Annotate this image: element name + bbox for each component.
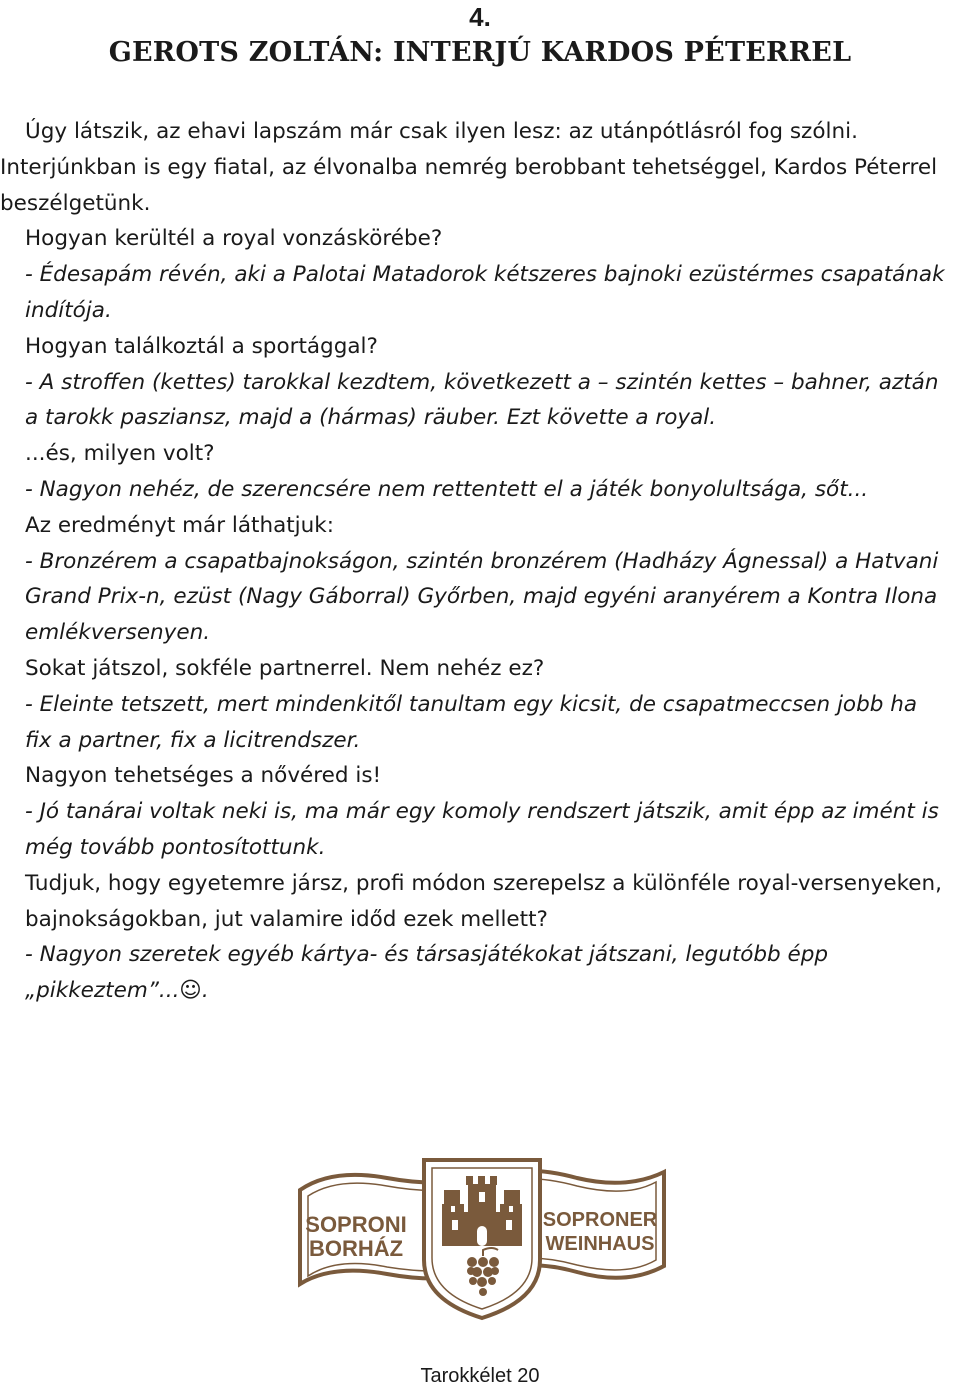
- answer-1: - Édesapám révén, aki a Palotai Matadorok kétszeres bajnoki ezüstérmes csapatának indítója.: [25, 262, 945, 323]
- answer-3: - Nagyon nehéz, de szerencsére nem rettentett el a játék bonyolultsága, sőt...: [25, 476, 869, 502]
- question-3: ...és, milyen volt?: [25, 441, 215, 467]
- footer-page-label: Tarokkélet 20: [420, 1365, 540, 1387]
- answer-4: - Bronzérem a csapatbajnokságon, szintén bronzérem (Hadházy Ágnessal) a Hatvani Grand Prix-n, ezüst (Nagy Gáborral) Győrben, majd egyéni aranyérem a Kontra Ilona emlékversenyen.: [25, 548, 939, 646]
- question-5: Sokat játszol, sokféle partnerrel. Nem nehéz ez?: [25, 655, 545, 681]
- answer-5: - Eleinte tetszett, mert mindenkitől tanultam egy kicsit, de csapatmeccsen jobb ha fix a partner, fix a licitrendszer.: [25, 691, 918, 753]
- page-number: 4.: [469, 2, 491, 32]
- question-6: Nagyon tehetséges a nővéred is!: [25, 763, 382, 789]
- logo-text-weinhaus: WEINHAUS: [545, 1233, 655, 1255]
- answer-2: - A stroffen (kettes) tarokkal kezdtem, következett a – szintén kettes – bahner, aztán a tarokk pasziansz, majd a (hármas) räuber. Ezt követte a royal.: [25, 369, 939, 431]
- question-2: Hogyan találkoztál a sportággal?: [25, 333, 378, 359]
- intro-paragraph: Úgy látszik, az ehavi lapszám már csak ilyen lesz: az utánpótlásról fog szólni. Interjúnkban is egy fiatal, az élvonalba nemrég berobbant tehetséggel, Kardos Péterrel beszélgetünk.: [0, 119, 938, 216]
- logo-text-soproner: SOPRONER: [542, 1209, 658, 1231]
- castle-grapes-shield-icon: [292, 1150, 672, 1325]
- question-4: Az eredményt már láthatjuk:: [25, 512, 334, 538]
- question-7: Tudjuk, hogy egyetemre jársz, profi módon szerepelsz a különféle royal-versenyeken, bajnokságokban, jut valamire időd ezek mellett?: [25, 870, 942, 932]
- logo-text-soproni: SOPRONI: [305, 1212, 407, 1237]
- sopron-winehouse-logo: [292, 1150, 672, 1325]
- question-1: Hogyan kerültél a royal vonzáskörébe?: [25, 226, 443, 252]
- logo-text-borhaz: BORHÁZ: [308, 1236, 404, 1261]
- article-body: [0, 114, 950, 1009]
- article-title: GEROTS ZOLTÁN: INTERJÚ KARDOS PÉTERREL: [108, 37, 852, 68]
- answer-7: - Nagyon szeretek egyéb kártya- és társasjátékokat játszani, legutóbb épp „pikkeztem”...☺.: [25, 942, 829, 1004]
- answer-6: - Jó tanárai voltak neki is, ma már egy komoly rendszert játszik, amit épp az imént is még tovább pontosítottunk.: [25, 799, 939, 860]
